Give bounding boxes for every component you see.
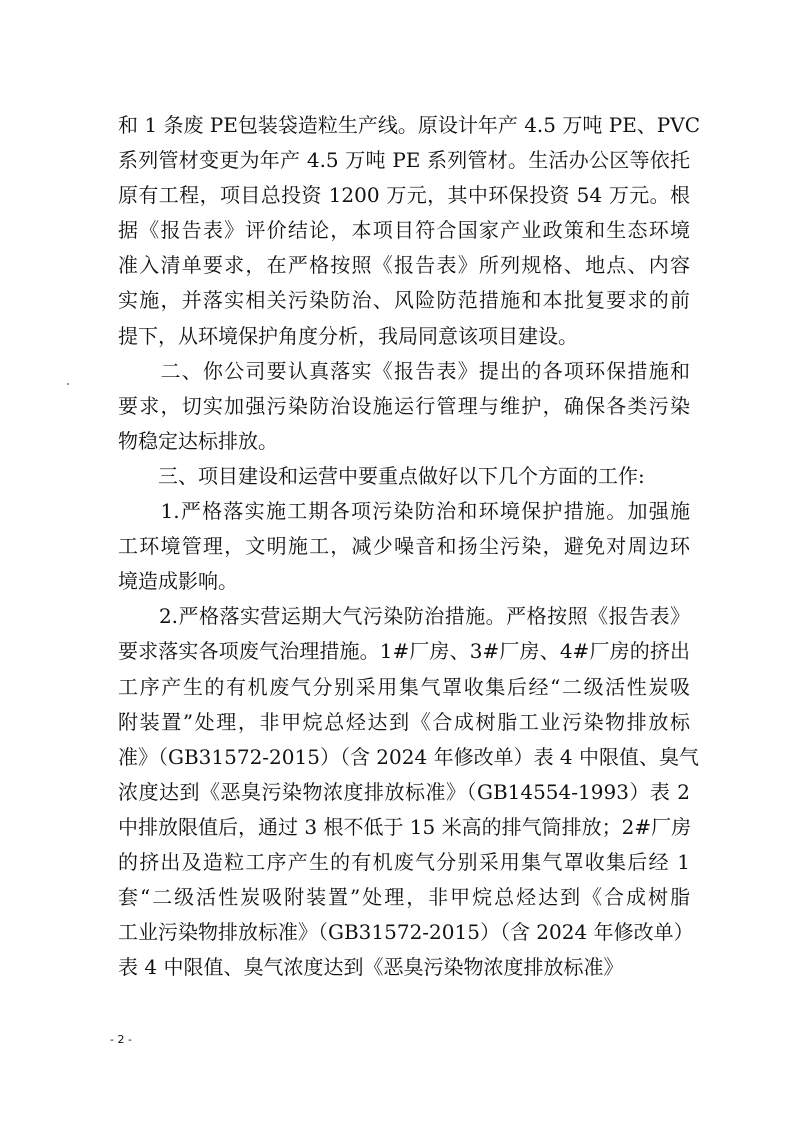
paragraph <box>118 108 700 354</box>
text-line: 二、你公司要认真落实《报告表》提出的各项环保措施和 <box>118 358 690 383</box>
text-line: 要求落实各项废气治理措施。1#厂房、3#厂房、4#厂房的挤出 <box>118 639 690 664</box>
text-line: 准入清单要求，在严格按照《报告表》所列规格、地点、内容 <box>118 253 690 278</box>
text-line: 境造成影响。 <box>118 569 238 594</box>
paragraph <box>118 599 700 985</box>
text-line: 要求，切实加强污染防治设施运行管理与维护，确保各类污染 <box>118 393 690 418</box>
text-line: 1.严格落实施工期各项污染防治和环境保护措施。加强施 <box>118 499 690 524</box>
text-line: 提下，从环境保护角度分析，我局同意该项目建设。 <box>118 323 578 348</box>
text-line: 2.严格落实营运期大气污染防治措施。严格按照《报告表》 <box>118 604 690 629</box>
paragraph <box>118 459 690 494</box>
text-line: 系列管材变更为年产 4.5 万吨 PE 系列管材。生活办公区等依托 <box>118 148 690 173</box>
text-line: 中排放限值后，通过 3 根不低于 15 米高的排气筒排放；2#厂房 <box>118 814 692 839</box>
text-line: 实施，并落实相关污染防治、风险防范措施和本批复要求的前 <box>118 288 690 313</box>
scan-speck <box>67 383 69 385</box>
text-line: 工序产生的有机废气分别采用集气罩收集后经“二级活性炭吸 <box>118 674 690 699</box>
text-line: 表 4 中限值、臭气浓度达到《恶臭污染物浓度排放标准》 <box>118 955 624 980</box>
text-line: 套“二级活性炭吸附装置”处理，非甲烷总烃达到《合成树脂 <box>118 885 690 910</box>
text-line: 物稳定达标排放。 <box>118 428 278 453</box>
text-line: 原有工程，项目总投资 1200 万元，其中环保投资 54 万元。根 <box>118 183 690 208</box>
paragraph <box>118 354 690 459</box>
text-line: 和 1 条废 PE包装袋造粒生产线。原设计年产 4.5 万吨 PE、PVC <box>118 113 700 137</box>
text-line: 三、项目建设和运营中要重点做好以下几个方面的工作: <box>118 463 645 488</box>
text-line: 据《报告表》评价结论，本项目符合国家产业政策和生态环境 <box>118 218 690 243</box>
page-number: - 2 - <box>110 1033 132 1046</box>
text-line: 准》（GB31572-2015）（含 2024 年修改单）表 4 中限值、臭气 <box>118 744 700 769</box>
document-body <box>118 108 700 985</box>
text-line: 附装置”处理，非甲烷总烃达到《合成树脂工业污染物排放标 <box>118 709 690 734</box>
text-line: 的挤出及造粒工序产生的有机废气分别采用集气罩收集后经 1 <box>118 849 690 874</box>
text-line: 浓度达到《恶臭污染物浓度排放标准》（GB14554-1993）表 2 <box>118 779 690 804</box>
text-line: 工环境管理，文明施工，减少噪音和扬尘污染，避免对周边环 <box>118 534 690 559</box>
paragraph <box>118 494 690 599</box>
text-line: 工业污染物排放标准》（GB31572-2015）（含 2024 年修改单） <box>118 920 694 945</box>
